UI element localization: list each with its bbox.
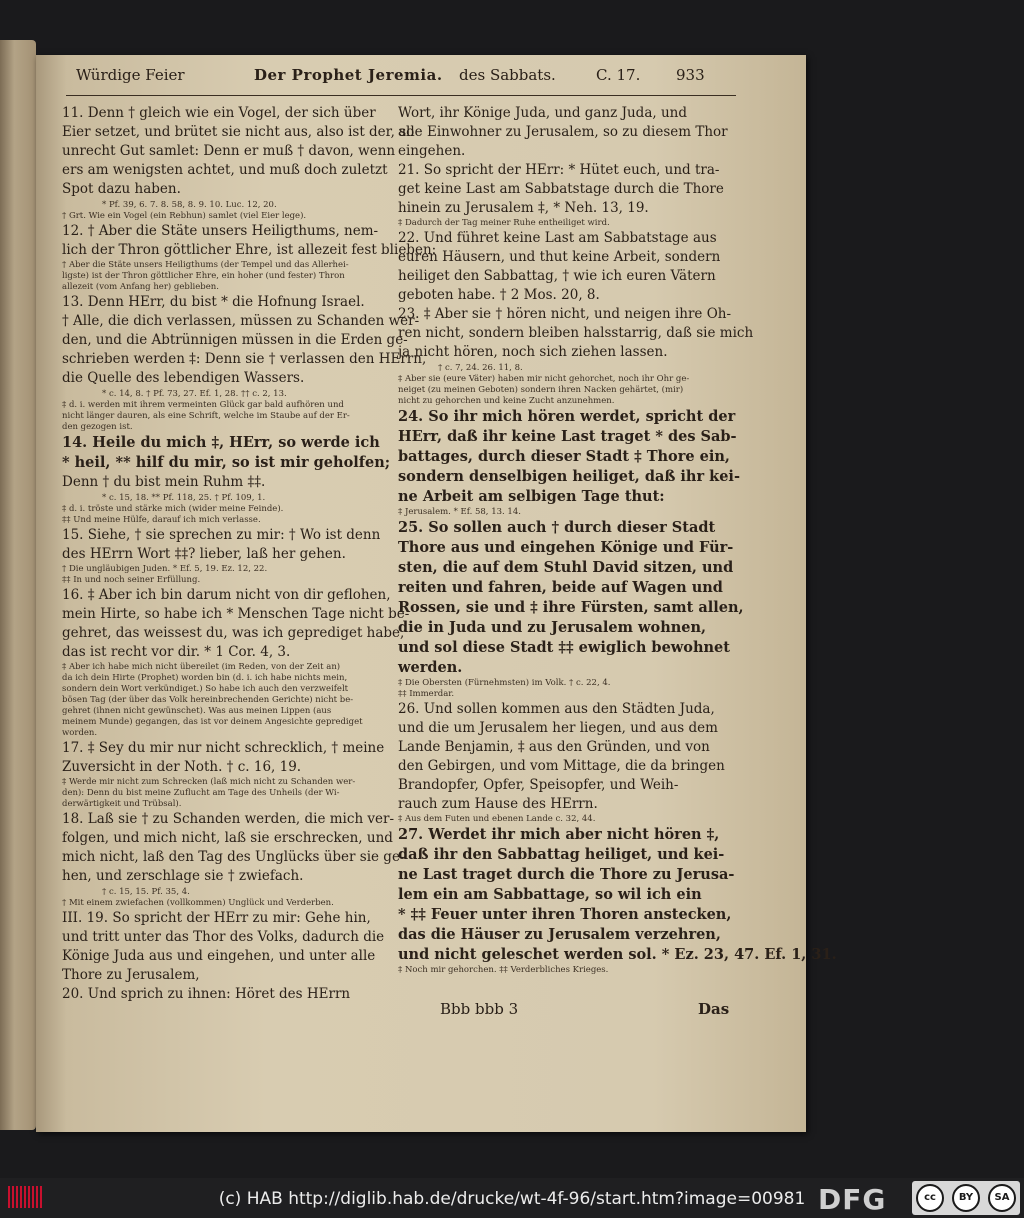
footnote-line: † Aber die Stäte unsers Heiligthums (der Tempel und das Allerhei- — [62, 260, 349, 270]
verse-line: ne Last traget durch die Thore zu Jerusa- — [398, 866, 735, 883]
verse-line: 20. Und sprich zu ihnen: Höret des HErrn — [62, 986, 351, 1002]
footnote-line: * c. 15, 18. ** Pf. 118, 25. † Pf. 109, 1. — [102, 493, 266, 503]
footnote-line: † c. 15, 15. Pf. 35, 4. — [102, 887, 190, 897]
verse-line: 11. Denn † gleich wie ein Vogel, der sich über — [62, 105, 376, 121]
footnote-line: ‡‡ In und noch seiner Erfüllung. — [62, 575, 201, 585]
footnote-line: * c. 14, 8. † Pf. 73, 27. Ef. 1, 28. †† c. 2, 13. — [102, 389, 287, 399]
page-number: 933 — [676, 66, 705, 84]
verse-line: das die Häuser zu Jerusalem verzehren, — [398, 926, 721, 943]
verse-line: rauch zum Hause des HErrn. — [398, 796, 598, 812]
footnote-line: † Die ungläubigen Juden. * Ef. 5, 19. Ez. 12, 22. — [62, 564, 268, 574]
header-book-title: Der Prophet Jeremia. — [254, 66, 443, 84]
verse-line: eingehen. — [398, 143, 466, 159]
verse-line: 25. So sollen auch † durch dieser Stadt — [398, 519, 716, 536]
signature-mark: Bbb bbb 3 — [440, 1000, 519, 1018]
verse-line: alle Einwohner zu Jerusalem, so zu diesem Thor — [398, 124, 728, 140]
verse-line: Thore aus und eingehen Könige und Für- — [398, 539, 734, 556]
verse-line: gehret, das weissest du, was ich geprediget habe, — [62, 625, 405, 641]
footnote-line: ‡ Werde mir nicht zum Schrecken (laß mich nicht zu Schanden wer- — [62, 777, 356, 787]
verse-line: Zuversicht in der Noth. † c. 16, 19. — [62, 759, 302, 775]
footnote-line: ‡ Dadurch der Tag meiner Ruhe entheiliget wird. — [398, 218, 610, 228]
header-chapter: C. 17. — [596, 66, 641, 84]
verse-line: III. 19. So spricht der HErr zu mir: Gehe hin, — [62, 910, 371, 926]
by-icon: BY — [952, 1184, 980, 1212]
verse-line: ren nicht, sondern bleiben halsstarrig, daß sie mich — [398, 325, 754, 341]
verse-line: Denn † du bist mein Ruhm ‡‡. — [62, 474, 266, 490]
verse-line: den, und die Abtrünnigen müssen in die Erden ge- — [62, 332, 408, 348]
footnote-line: ‡‡ Immerdar. — [398, 689, 455, 699]
verse-line: † Alle, die dich verlassen, müssen zu Schanden wer- — [62, 313, 420, 329]
footnote-line: derwärtigkeit und Trübsal). — [62, 799, 182, 809]
verse-line: daß ihr den Sabbattag heiliget, und kei- — [398, 846, 725, 863]
header-left-topic: Würdige Feier — [76, 66, 185, 84]
previous-page-fragment — [0, 40, 36, 1130]
verse-line: und sol diese Stadt ‡‡ ewiglich bewohnet — [398, 639, 730, 656]
footnote-line: ‡ d. i. tröste und stärke mich (wider meine Feinde). — [62, 504, 284, 514]
verse-line: geboten habe. † 2 Mos. 20, 8. — [398, 287, 600, 303]
verse-line: werden. — [398, 659, 463, 676]
verse-line: * heil, ** hilf du mir, so ist mir geholfen; — [62, 454, 391, 471]
verse-line: sten, die auf dem Stuhl David sitzen, und — [398, 559, 734, 576]
verse-line: Wort, ihr Könige Juda, und ganz Juda, und — [398, 105, 687, 121]
verse-line: Lande Benjamin, ‡ aus den Gründen, und von — [398, 739, 710, 755]
running-header — [76, 66, 736, 94]
verse-line: 15. Siehe, † sie sprechen zu mir: † Wo ist denn — [62, 527, 381, 543]
verse-line: HErr, daß ihr keine Last traget * des Sab- — [398, 428, 737, 445]
footnote-line: ‡‡ Und meine Hülfe, darauf ich mich verlasse. — [62, 515, 261, 525]
verse-line: mich nicht, laß den Tag des Unglücks über sie ge- — [62, 849, 405, 865]
verse-line: das ist recht vor dir. * 1 Cor. 4, 3. — [62, 644, 291, 660]
verse-line: lem ein am Sabbattage, so wil ich ein — [398, 886, 702, 903]
verse-line: Rossen, sie und ‡ ihre Fürsten, samt allen, — [398, 599, 744, 616]
footnote-line: ‡ Noch mir gehorchen. ‡‡ Verderbliches Krieges. — [398, 965, 609, 975]
sa-icon: SA — [988, 1184, 1016, 1212]
verse-line: 18. Laß sie † zu Schanden werden, die mich ver- — [62, 811, 395, 827]
verse-line: die in Juda und zu Jerusalem wohnen, — [398, 619, 707, 636]
footnote-line: † Mit einem zwiefachen (vollkommen) Unglück und Verderben. — [62, 898, 334, 908]
dfg-logo: DFG — [818, 1183, 887, 1216]
verse-line: Spot dazu haben. — [62, 181, 181, 197]
footnote-line: ‡ Aber ich habe mich nicht übereilet (im Reden, von der Zeit an) — [62, 662, 341, 672]
header-rule — [66, 95, 736, 96]
footnote-line: den gezogen ist. — [62, 422, 133, 432]
verse-line: battages, durch dieser Stadt ‡ Thore ein, — [398, 448, 730, 465]
verse-line: Könige Juda aus und eingehen, und unter alle — [62, 948, 376, 964]
header-right-topic: des Sabbats. — [459, 66, 556, 84]
footnote-line: ‡ Aber sie (eure Väter) haben mir nicht gehorchet, noch ihr Ohr ge- — [398, 374, 690, 384]
verse-line: 23. ‡ Aber sie † hören nicht, und neigen ihre Oh- — [398, 306, 732, 322]
verse-line: schrieben werden ‡: Denn sie † verlassen den HErrn, — [62, 351, 427, 367]
verse-line: sondern denselbigen heiliget, daß ihr kei- — [398, 468, 740, 485]
credit-link[interactable]: (c) HAB http://diglib.hab.de/drucke/wt-4f-96/start.htm?image=00981 — [218, 1189, 806, 1209]
verse-line: 22. Und führet keine Last am Sabbatstage aus — [398, 230, 717, 246]
verse-line: lich der Thron göttlicher Ehre, ist allezeit fest blieben: — [62, 242, 437, 258]
footnote-line: den): Denn du bist meine Zuflucht am Tage des Unheils (der Wi- — [62, 788, 340, 798]
verse-line: Brandopfer, Opfer, Speisopfer, und Weih- — [398, 777, 679, 793]
footnote-line: nicht zu gehorchen und keine Zucht anzunehmen. — [398, 396, 615, 406]
verse-line: hinein zu Jerusalem ‡, * Neh. 13, 19. — [398, 200, 649, 216]
verse-line: folgen, und mich nicht, laß sie erschrecken, und — [62, 830, 393, 846]
footnote-line: bösen Tag (der über das Volk hereinbrechenden Gerichte) nicht be- — [62, 695, 354, 705]
verse-line: mein Hirte, so habe ich * Menschen Tage nicht be- — [62, 606, 410, 622]
verse-line: ja nicht hören, noch sich ziehen lassen. — [398, 344, 668, 360]
verse-line: 26. Und sollen kommen aus den Städten Juda, — [398, 701, 715, 717]
verse-line: unrecht Gut samlet: Denn er muß † davon, wenn — [62, 143, 396, 159]
cc-license-badge[interactable] — [912, 1181, 1020, 1215]
previous-page-edge — [0, 40, 36, 1130]
footnote-line: ‡ d. i. werden mit ihrem vermeinten Glück gar bald aufhören und — [62, 400, 344, 410]
footnote-line: da ich dein Hirte (Prophet) worden bin (d. i. ich habe nichts mein, — [62, 673, 348, 683]
verse-line: Thore zu Jerusalem, — [62, 967, 200, 983]
verse-line: heiliget den Sabbattag, † wie ich euren Vätern — [398, 268, 716, 284]
verse-line: * ‡‡ Feuer unter ihren Thoren anstecken, — [398, 906, 732, 923]
verse-line: und tritt unter das Thor des Volks, dadurch die — [62, 929, 385, 945]
verse-line: und nicht geleschet werden sol. * Ez. 23, 47. Ef. 1, 31. — [398, 946, 837, 963]
cc-icon: cc — [916, 1184, 944, 1212]
footnote-line: worden. — [62, 728, 98, 738]
footnote-line: meinem Munde) gegangen, das ist vor deinem Angesichte geprediget — [62, 717, 363, 727]
verse-line: 17. ‡ Sey du mir nur nicht schrecklich, † meine — [62, 740, 385, 756]
footnote-line: allezeit (vom Anfang her) geblieben. — [62, 282, 219, 292]
verse-line: 24. So ihr mich hören werdet, spricht der — [398, 408, 736, 425]
verse-line: 14. Heile du mich ‡, HErr, so werde ich — [62, 434, 380, 451]
footnote-line: ‡ Aus dem Futen und ebenen Lande c. 32, 44. — [398, 814, 596, 824]
verse-line: die Quelle des lebendigen Wassers. — [62, 370, 305, 386]
footnote-line: ‡ Die Obersten (Fürnehmsten) im Volk. † c. 22, 4. — [398, 678, 611, 688]
catchword: Das — [698, 1000, 730, 1018]
verse-line: 27. Werdet ihr mich aber nicht hören ‡, — [398, 826, 720, 843]
verse-line: den Gebirgen, und vom Mittage, die da bringen — [398, 758, 725, 774]
verse-line: 13. Denn HErr, du bist * die Hofnung Israel. — [62, 294, 365, 310]
footnote-line: nicht länger dauren, als eine Schrift, welche im Staube auf der Er- — [62, 411, 350, 421]
verse-line: 12. † Aber die Stäte unsers Heiligthums, nem- — [62, 223, 379, 239]
verse-line: Eier setzet, und brütet sie nicht aus, also ist der, so — [62, 124, 415, 140]
footnote-line: gehret (ihnen nicht gewünschet). Was aus meinen Lippen (aus — [62, 706, 332, 716]
page-footer — [440, 1000, 740, 1022]
verse-line: euren Häusern, und thut keine Arbeit, sondern — [398, 249, 721, 265]
verse-line: 21. So spricht der HErr: * Hütet euch, und tra- — [398, 162, 720, 178]
footnote-line: * Pf. 39, 6. 7. 8. 58, 8. 9. 10. Luc. 12, 20. — [102, 200, 277, 210]
verse-line: 16. ‡ Aber ich bin darum nicht von dir geflohen, — [62, 587, 391, 603]
footnote-line: neiget (zu meinen Geboten) sondern ihren Nacken gehärtet, (mir) — [398, 385, 684, 395]
footnote-line: ligste) ist der Thron göttlicher Ehre, ein hoher (und fester) Thron — [62, 271, 345, 281]
verse-line: reiten und fahren, beide auf Wagen und — [398, 579, 723, 596]
footnote-line: † Grt. Wie ein Vogel (ein Rebhun) samlet (viel Eier lege). — [62, 211, 307, 221]
verse-line: des HErrn Wort ‡‡? lieber, laß her gehen. — [62, 546, 346, 562]
verse-line: und die um Jerusalem her liegen, und aus dem — [398, 720, 718, 736]
footnote-line: sondern dein Wort verkündiget.) So habe ich auch den verzweifelt — [62, 684, 349, 694]
footnote-line: † c. 7, 24. 26. 11, 8. — [438, 363, 523, 373]
verse-line: ne Arbeit am selbigen Tage thut: — [398, 488, 665, 505]
verse-line: ers am wenigsten achtet, und muß doch zuletzt — [62, 162, 388, 178]
verse-line: hen, und zerschlage sie † zwiefach. — [62, 868, 304, 884]
footnote-line: ‡ Jerusalem. * Ef. 58, 13. 14. — [398, 507, 521, 517]
verse-line: get keine Last am Sabbatstage durch die Thore — [398, 181, 724, 197]
right-text-column — [398, 104, 837, 976]
